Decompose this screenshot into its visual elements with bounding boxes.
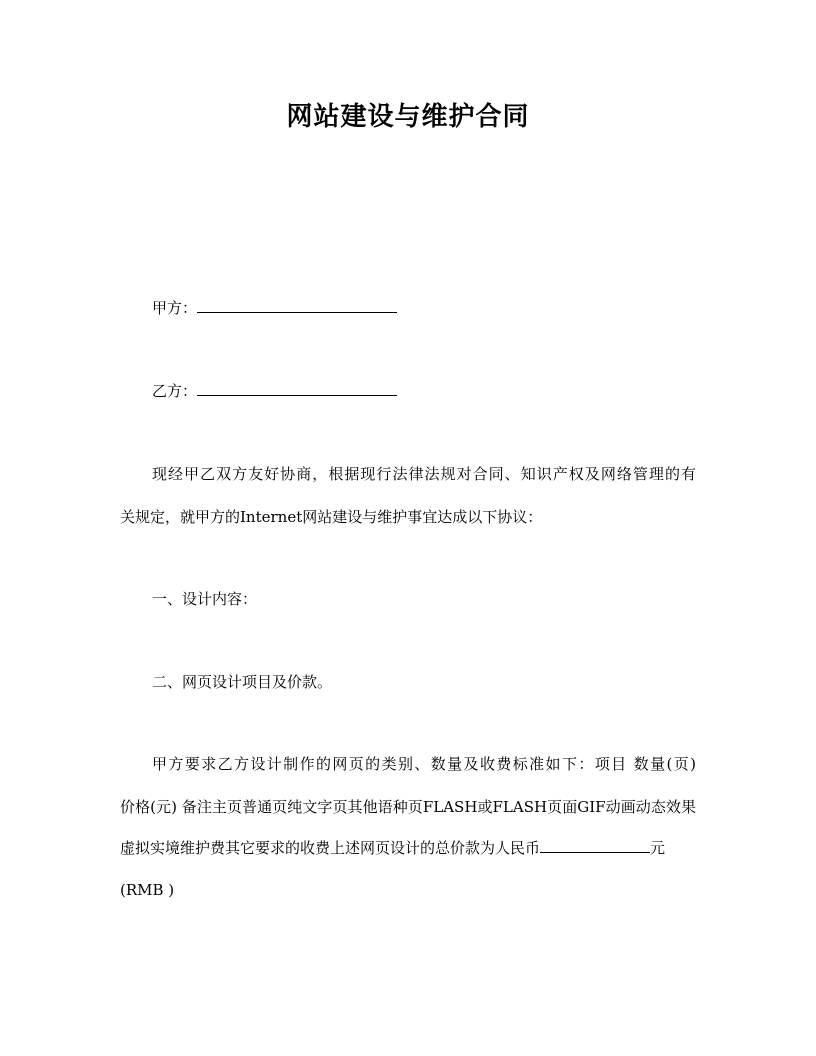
pricing-line-3 (120, 836, 696, 860)
party-a-line (152, 296, 696, 320)
document-title: 网站建设与维护合同 (286, 102, 530, 132)
currency-unit: 元 (650, 839, 666, 857)
total-price-blank[interactable] (540, 838, 650, 853)
preamble-line-1: 现经甲乙双方友好协商，根据现行法律法规对合同、知识产权及网络管理的有 (152, 465, 696, 483)
pricing-line-2: 价格(元) 备注主页普通页纯文字页其他语种页FLASH或FLASH页面GIF动画动态效果 (120, 798, 696, 816)
preamble-line-2: 关规定，就甲方的Internet网站建设与维护事宜达成以下协议： (120, 508, 543, 526)
pricing-line-3-prefix: 虚拟实境维护费其它要求的收费上述网页设计的总价款为人民币 (120, 839, 541, 857)
pricing-line-4: (RMB ) (120, 881, 175, 899)
party-a-label: 甲方： (152, 299, 198, 317)
section-2-heading: 二、网页设计项目及价款。 (152, 673, 333, 691)
party-b-blank[interactable] (197, 381, 397, 396)
party-a-blank[interactable] (197, 298, 397, 313)
party-b-line (152, 379, 696, 403)
pricing-line-1: 甲方要求乙方设计制作的网页的类别、数量及收费标准如下：项目 数量(页) (152, 755, 696, 773)
party-b-label: 乙方： (152, 382, 198, 400)
section-1-heading: 一、设计内容： (152, 590, 258, 608)
